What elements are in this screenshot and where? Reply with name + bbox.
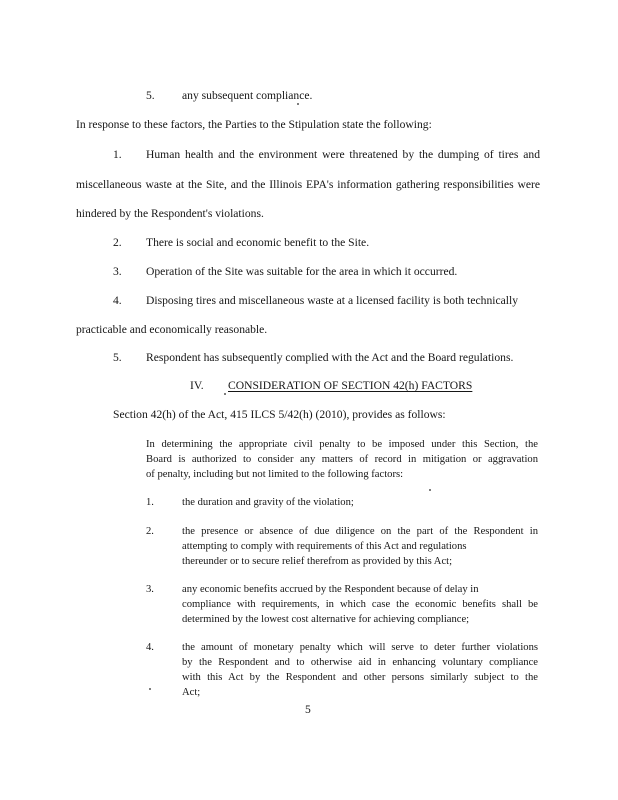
factor-text: determined by the lowest cost alternative for achieving compliance; (182, 614, 470, 625)
response-number: 5. (113, 351, 122, 364)
statute-intro: Section 42(h) of the Act, 415 ILCS 5/42(h) (2010), provides as follows: (113, 408, 446, 421)
section-title: CONSIDERATION OF SECTION 42(h) FACTORS (228, 379, 473, 392)
list-item-text: any subsequent compliance. (182, 89, 313, 102)
factor-text: any economic benefits accrued by the Respondent because of delay in (182, 584, 479, 595)
response-text: Respondent has subsequently complied with the Act and the Board regulations. (146, 351, 514, 364)
list-item-number: 5. (146, 89, 155, 102)
response-text: Operation of the Site was suitable for the area in which it occurred. (146, 265, 458, 278)
response-text: Disposing tires and miscellaneous waste at a licensed facility is both technically (146, 294, 518, 307)
factor-number: 3. (146, 584, 154, 595)
response-number: 4. (113, 294, 122, 307)
factor-number: 1. (146, 497, 154, 508)
quote-line: of penalty, including but not limited to the following factors: (146, 469, 404, 480)
response-text: Human health and the environment were threatened by the dumping of tires and (146, 148, 540, 161)
scan-speck (297, 103, 299, 105)
response-text: miscellaneous waste at the Site, and the Illinois EPA's information gathering responsibilities were (76, 178, 540, 191)
scan-speck (224, 393, 226, 395)
response-number: 2. (113, 236, 122, 249)
factor-text: the presence or absence of due diligence on the part of the Respondent in (182, 526, 538, 537)
factor-text: the duration and gravity of the violation; (182, 497, 354, 508)
factor-text: by the Respondent and to otherwise aid in enhancing voluntary compliance (182, 657, 538, 668)
factor-number: 4. (146, 642, 154, 653)
section-number: IV. (190, 379, 204, 392)
response-text: hindered by the Respondent's violations. (76, 207, 264, 220)
factor-text: thereunder or to secure relief therefrom as provided by this Act; (182, 556, 453, 567)
scan-speck (149, 688, 151, 690)
factor-text: Act; (182, 687, 201, 698)
response-number: 1. (113, 148, 122, 161)
factor-text: with this Act by the Respondent and other persons similarly subject to the (182, 672, 538, 683)
factor-text: compliance with requirements, in which case the economic benefits shall be (182, 599, 538, 610)
response-number: 3. (113, 265, 122, 278)
factor-number: 2. (146, 526, 154, 537)
page-number: 5 (305, 703, 311, 716)
quote-line: In determining the appropriate civil penalty to be imposed under this Section, the (146, 439, 538, 450)
scan-speck (429, 489, 431, 491)
response-text: There is social and economic benefit to the Site. (146, 236, 370, 249)
factor-text: attempting to comply with requirements of this Act and regulations (182, 541, 467, 552)
quote-line: Board is authorized to consider any matters of record in mitigation or aggravation (146, 454, 538, 465)
intro-paragraph: In response to these factors, the Parties to the Stipulation state the following: (76, 118, 432, 131)
factor-text: the amount of monetary penalty which will serve to deter further violations (182, 642, 538, 653)
response-text: practicable and economically reasonable. (76, 323, 268, 336)
